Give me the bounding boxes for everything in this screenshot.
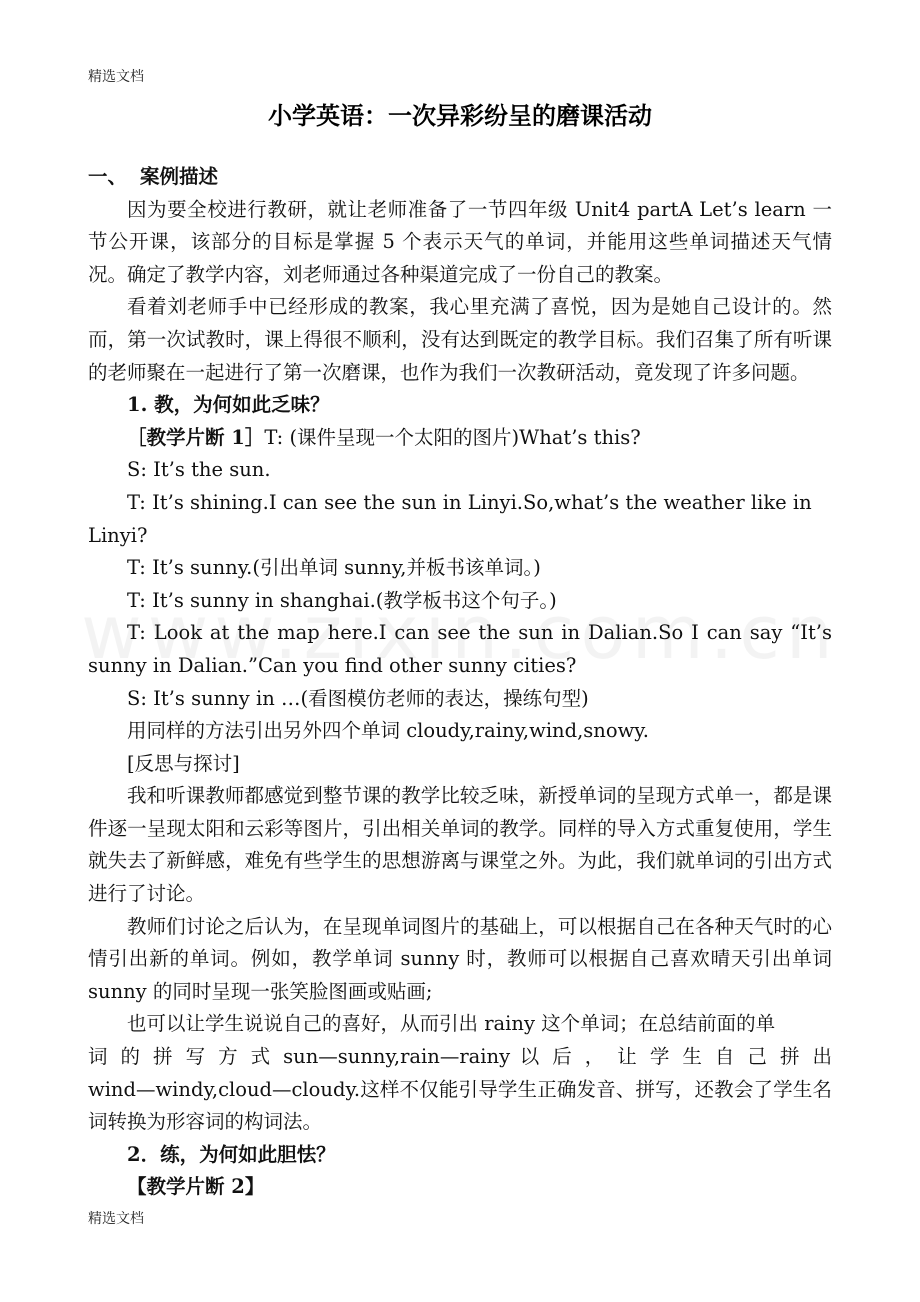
dialog-line: T: It’s sunny in shanghai.(教学板书这个句子。) bbox=[127, 588, 557, 612]
fragment-text: T: (课件呈现一个太阳的图片)What’s this? bbox=[264, 425, 641, 449]
dialog-line: S: It’s the sun. bbox=[127, 458, 271, 482]
paragraph-method-line: 词 的 拼 写 方 式 sun—sunny,rain—rainy 以 后 ， 让 学 生 自 己 拼 出 bbox=[88, 1045, 832, 1069]
footer-label: 精选文档 bbox=[88, 1211, 144, 1227]
paragraph-discussion: 教师们讨论之后认为，在呈现单词图片的基础上，可以根据自己在各种天气时的心情引出新的单词。例如，教学单词 sunny 时，教师可以根据自己喜欢晴天引出单词 sunny 的同时呈现一张笑脸图画或贴画; bbox=[88, 914, 832, 1003]
teaching-fragment-1 bbox=[88, 422, 832, 455]
paragraph-context: 看着刘老师手中已经形成的教案，我心里充满了喜悦，因为是她自己设计的。然而，第一次试教时，课上得很不顺利，没有达到既定的教学目标。我们召集了所有听课的老师聚在一起进行了第一次磨课，也作为我们一次教研活动，竟发现了许多问题。 bbox=[88, 295, 832, 384]
paragraph-reflection: 我和听课教师都感觉到整节课的教学比较乏味，新授单词的呈现方式单一，都是课件逐一呈现太阳和云彩等图片，引出相关单词的教学。同样的导入方式重复使用，学生就失去了新鲜感，难免有些学生的思想游离与课堂之外。为此，我们就单词的引出方式进行了讨论。 bbox=[88, 784, 832, 906]
header-label: 精选文档 bbox=[88, 69, 144, 85]
section-label: 案例描述 bbox=[140, 165, 219, 188]
page-title: 小学英语：一次异彩纷呈的磨课活动 bbox=[268, 101, 652, 130]
dialog-line: 用同样的方法引出另外四个单词 cloudy,rainy,wind,snowy. bbox=[127, 719, 649, 743]
paragraph-intro: 因为要全校进行教研，就让老师准备了一节四年级 Unit4 partA Let’s learn 一节公开课，该部分的目标是掌握 5 个表示天气的单词，并能用这些单词描述天气情况。确定了教学内容，刘老师通过各种渠道完成了一份自己的教案。 bbox=[88, 197, 832, 286]
document-body bbox=[88, 161, 832, 1204]
teaching-fragment-2: 【教学片断 2】 bbox=[127, 1175, 265, 1199]
dialog-line: T: It’s shining.I can see the sun in Linyi.So,what’s the weather like in Linyi? bbox=[88, 490, 812, 547]
dialog-line: T: It’s sunny.(引出单词 sunny,并板书该单词。) bbox=[127, 556, 541, 580]
section-number: 一、 bbox=[88, 165, 128, 188]
dialog-line: T: Look at the map here.I can see the sun in Dalian.So I can say “It’s sunny in Dalian.”Can you find other sunny cities? bbox=[88, 621, 832, 677]
dialog-line: S: It’s sunny in …(看图模仿老师的表达，操练句型) bbox=[127, 686, 589, 710]
subheading-practice: 2．练，为何如此胆怯？ bbox=[127, 1142, 336, 1166]
fragment-label: ［教学片断 1］ bbox=[127, 425, 265, 449]
paragraph-method-rest: wind—windy,cloud—cloudy.这样不仅能引导学生正确发音、拼写，还教会了学生名词转换为形容词的构词法。 bbox=[88, 1077, 832, 1134]
paragraph-method-line: 也可以让学生说说自己的喜好，从而引出 rainy 这个单词；在总结前面的单 bbox=[127, 1012, 776, 1036]
reflection-label: [反思与探讨] bbox=[127, 751, 240, 775]
subheading-teaching: 1. 教，为何如此乏味？ bbox=[127, 393, 330, 417]
section-heading bbox=[88, 161, 832, 194]
